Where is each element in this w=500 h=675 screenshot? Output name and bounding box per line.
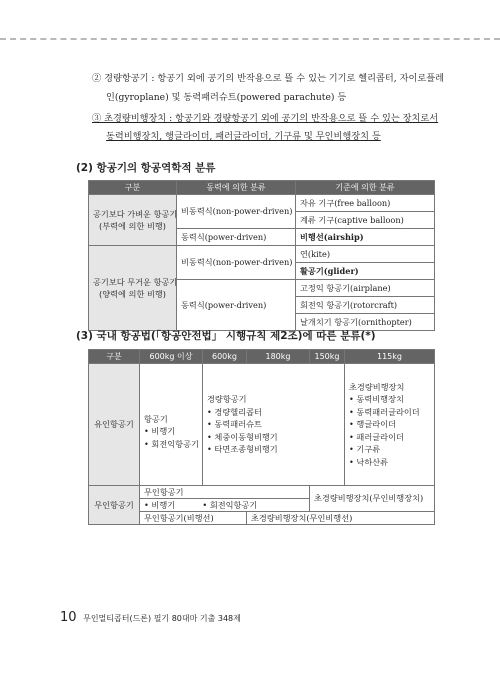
unmanned-aircraft-label: 무인항공기 (89, 486, 140, 525)
aircraft-title: 항공기 (144, 413, 168, 424)
lighter-label-main: 공기보다 가벼운 항공기 (93, 208, 178, 219)
light-item: • 경량헬리콥터 (207, 406, 262, 417)
section2-title: (2) 항공기의 항공역학적 분류 (76, 162, 216, 174)
lighter-label-sub: (부력에 의한 비행) (99, 221, 166, 231)
table-header-row (89, 181, 435, 195)
ultralight-item: • 기구류 (349, 444, 381, 455)
heavier-powered: 동력식(power-driven) (177, 280, 296, 331)
aircraft-cell (140, 364, 203, 486)
unmanned-ultralight: 초경량비행장치(무인비행장치) (310, 486, 435, 512)
footer-book-title: 무인멀티콥터(드론) 필기 80대마 기출 348제 (83, 614, 241, 623)
light-title: 경량항공기 (207, 394, 247, 405)
light-item: • 타면조종형비행기 (207, 444, 278, 455)
ultralight-cell (345, 364, 435, 486)
unmanned-airship: 무인항공기(비행선) (140, 512, 247, 525)
col-180: 180kg (247, 350, 310, 364)
lighter-than-air-label (89, 195, 177, 246)
unmanned-types (140, 499, 310, 512)
rotorcraft: 회전익 항공기(rotorcraft) (296, 297, 435, 314)
table-row (89, 364, 435, 486)
page-number: 10 (60, 610, 77, 625)
aircraft-item: • 회전익항공기 (144, 438, 199, 449)
item3-line1-text: ③ 초경량비행장치 : 항공기와 경량항공기 외에 공기의 반작용으로 뜰 수 있는 장치로서 (92, 113, 439, 124)
unmanned-plane: • 비행기 (144, 499, 176, 510)
lighter-nonpowered: 비동력식(non-power-driven) (177, 195, 296, 229)
ultralight-item: • 낙하산류 (349, 456, 389, 467)
ultralight-item: • 동력비행장치 (349, 394, 404, 405)
unmanned-rotor: • 회전익항공기 (202, 499, 258, 510)
table-row (89, 195, 435, 212)
ultralight-item: • 패러글라이더 (349, 431, 404, 442)
glider: 활공기(glider) (296, 263, 435, 280)
col-115: 115kg (345, 350, 435, 364)
col-power: 동력에 의한 분류 (177, 181, 296, 195)
item3-line1 (92, 110, 438, 127)
page-footer (60, 610, 241, 625)
ornithopter: 날개치기 항공기(ornithopter) (296, 314, 435, 331)
light-aircraft-cell (203, 364, 345, 486)
ultralight-item: • 동력패러글라이더 (349, 406, 420, 417)
table-header-row (89, 350, 435, 364)
col-600: 600kg (203, 350, 247, 364)
free-balloon: 자유 기구(free balloon) (296, 195, 435, 212)
top-dashed-divider (0, 38, 500, 40)
table-row (89, 512, 435, 525)
captive-balloon: 계류 기구(captive balloon) (296, 212, 435, 229)
col-150: 150kg (310, 350, 345, 364)
item2-line1: ② 경량항공기 : 항공기 외에 공기의 반작용으로 뜰 수 있는 기기로 헬리콥터, 자이로플레 (92, 73, 445, 84)
domestic-law-classification-table (88, 349, 435, 525)
section3-title: (3) 국내 항공법(「항공안전법」 시행규칙 제2조)에 따른 분류(*) (76, 330, 376, 342)
col-600-over: 600kg 이상 (140, 350, 203, 364)
table-row (89, 246, 435, 263)
light-item: • 체중이동형비행기 (207, 431, 278, 442)
unmanned-title: 무인항공기 (140, 486, 310, 499)
unmanned-ultralight-airship: 초경량비행장치(무인비행선) (247, 512, 435, 525)
aerodynamic-classification-table (88, 180, 435, 331)
heavier-than-air-label (89, 246, 177, 331)
heavier-nonpowered: 비동력식(non-power-driven) (177, 246, 296, 280)
heavier-label-sub: (양력에 의한 비행) (99, 289, 166, 299)
ultralight-title: 초경량비행장치 (349, 381, 405, 392)
col-category: 구분 (89, 350, 140, 364)
lighter-powered: 동력식(power-driven) (177, 229, 296, 246)
col-criteria: 기준에 의한 분류 (296, 181, 435, 195)
light-item: • 동력패러슈트 (207, 419, 262, 430)
item2-line2: 인(gyroplane) 및 동력패러슈트(powered parachute) 등 (106, 92, 347, 103)
aircraft-item: • 비행기 (144, 426, 176, 437)
heavier-label-main: 공기보다 무거운 항공기 (93, 276, 178, 287)
ultralight-item: • 행글라이더 (349, 419, 396, 430)
airship: 비행선(airship) (296, 229, 435, 246)
table-row (89, 486, 435, 499)
airplane: 고정익 항공기(airplane) (296, 280, 435, 297)
item3-line2: 동력비행장치, 행글라이더, 패러글라이더, 기구류 및 무인비행장치 등 (106, 131, 381, 142)
col-category: 구분 (89, 181, 177, 195)
manned-aircraft-label: 유인항공기 (89, 364, 140, 486)
kite: 연(kite) (296, 246, 435, 263)
